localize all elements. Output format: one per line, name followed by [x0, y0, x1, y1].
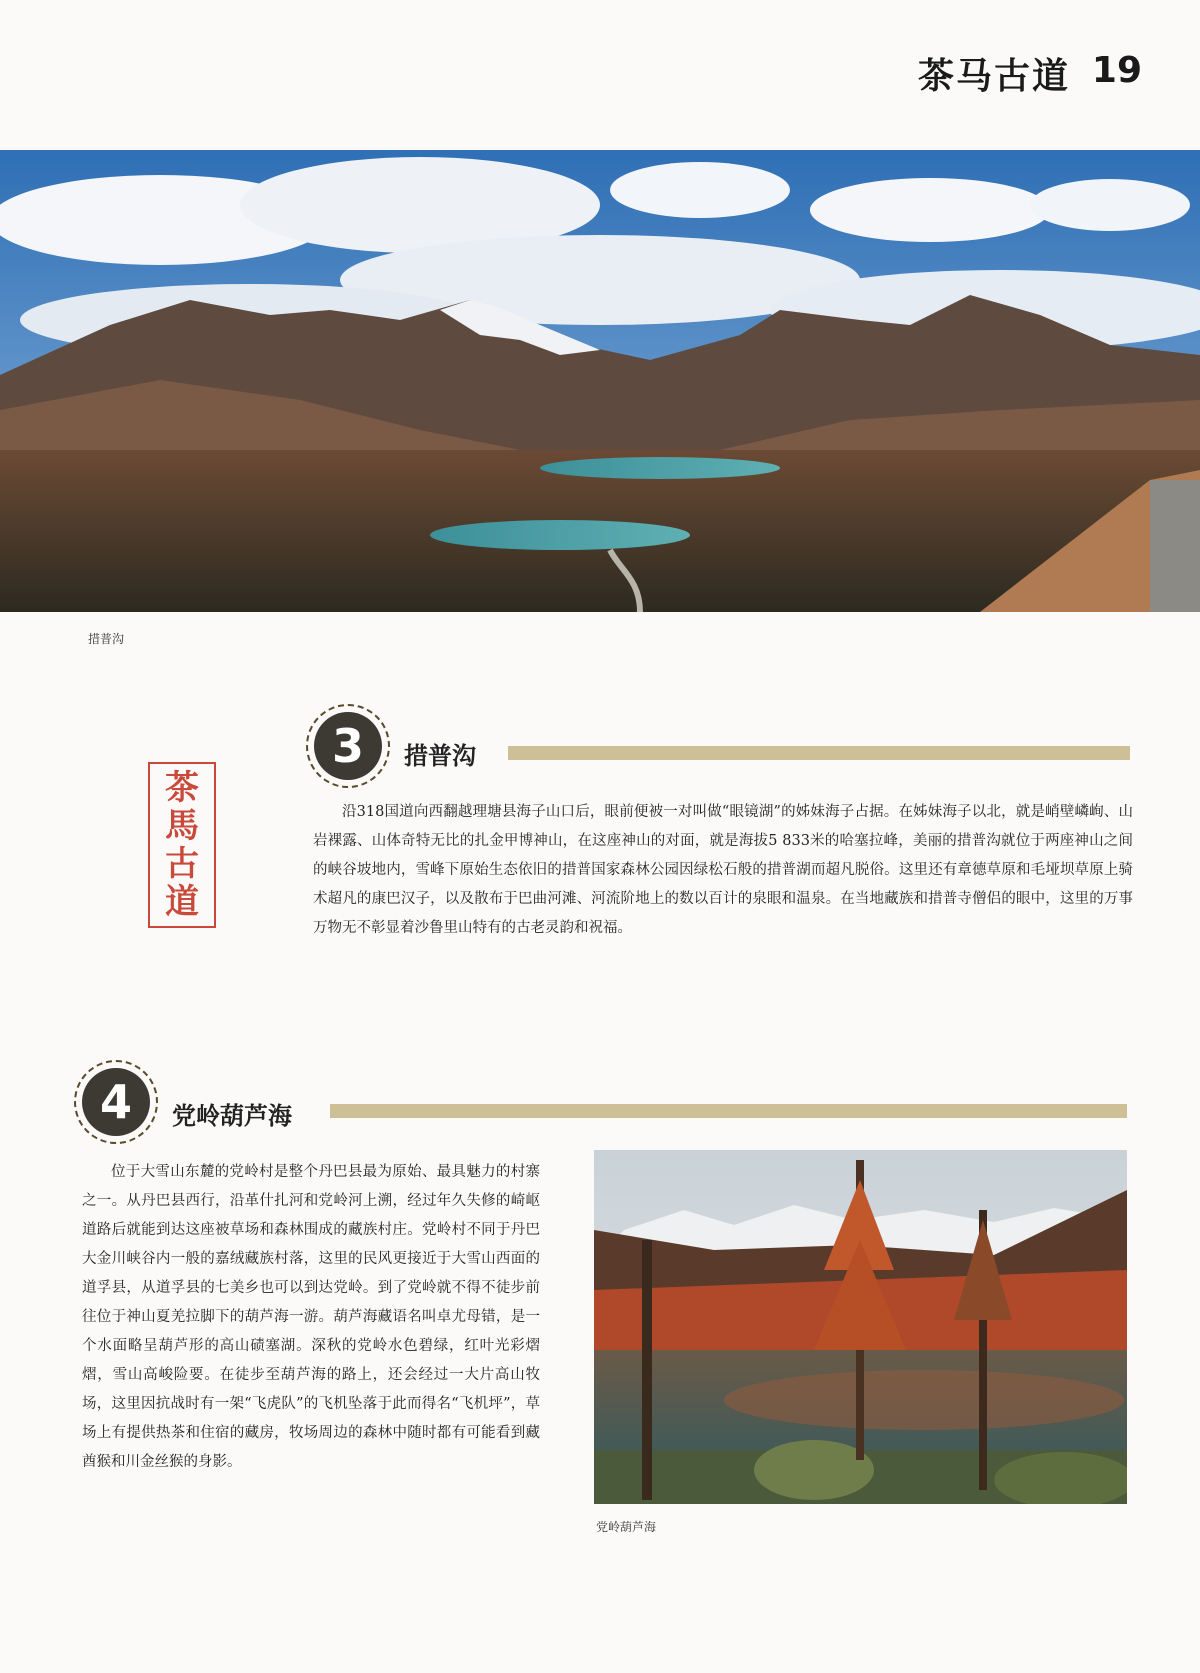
- tea-horse-road-seal: [148, 762, 216, 928]
- section-3-title: 措普沟: [404, 741, 476, 770]
- seal-char: 道: [165, 882, 199, 922]
- seal-char: 茶: [165, 768, 199, 808]
- section-3-badge: [306, 704, 390, 788]
- section-3-number: 3: [314, 712, 382, 780]
- section-4-title-bar: [330, 1104, 1127, 1118]
- hero-photo: [0, 150, 1200, 612]
- seal-char: 馬: [165, 806, 199, 846]
- section-4-badge: [74, 1060, 158, 1144]
- section-4-title: 党岭葫芦海: [172, 1101, 292, 1130]
- section-4-body: 位于大雪山东麓的党岭村是整个丹巴县最为原始、最具魅力的村寨之一。从丹巴县西行，沿革什扎河和党岭河上溯，经过年久失修的崎岖道路后就能到达这座被草场和森林围成的藏族村庄。党岭村不同于丹巴大金川峡谷内一般的嘉绒藏族村落，这里的民风更接近于大雪山西面的道孚县，从道孚县的七美乡也可以到达党岭。到了党岭就不得不徒步前往位于神山夏羌拉脚下的葫芦海一游。葫芦海藏语名叫卓尤母错，是一个水面略呈葫芦形的高山碛塞湖。深秋的党岭水色碧绿，红叶光彩熠熠，雪山高峻险要。在徒步至葫芦海的路上，还会经过一大片高山牧场，这里因抗战时有一架“飞虎队”的飞机坠落于此而得名“飞机坪”，草场上有提供热茶和住宿的藏房，牧场周边的森林中随时都有可能看到藏酋猴和川金丝猴的身影。: [82, 1164, 540, 1470]
- section-3-body: 沿318国道向西翻越理塘县海子山口后，眼前便被一对叫做“眼镜湖”的姊妹海子占据。在姊妹海子以北，就是峭壁嶙峋、山岩裸露、山体奇特无比的扎金甲博神山，在这座神山的对面，就是海拔5 833米的哈塞拉峰，美丽的措普沟就位于两座神山之间的峡谷坡地内，雪峰下原始生态依旧的措普国家森林公园因绿松石般的措普湖而超凡脱俗。这里还有章德草原和毛垭坝草原上骑术超凡的康巴汉子，以及散布于巴曲河滩、河流阶地上的数以百计的泉眼和温泉。在当地藏族和措普寺僧侣的眼中，这里的万事万物无不彰显着沙鲁里山特有的古老灵韵和祝福。: [313, 804, 1133, 936]
- section-4-photo-caption: 党岭葫芦海: [596, 1520, 657, 1534]
- page-header-title: 茶马古道: [917, 56, 1070, 97]
- section-3-title-bar: [508, 746, 1130, 760]
- section-4-number: 4: [82, 1068, 150, 1136]
- page-number: 19: [1091, 50, 1142, 91]
- section-4-photo: [594, 1150, 1127, 1504]
- seal-char: 古: [165, 844, 199, 884]
- hero-photo-caption: 措普沟: [88, 632, 125, 646]
